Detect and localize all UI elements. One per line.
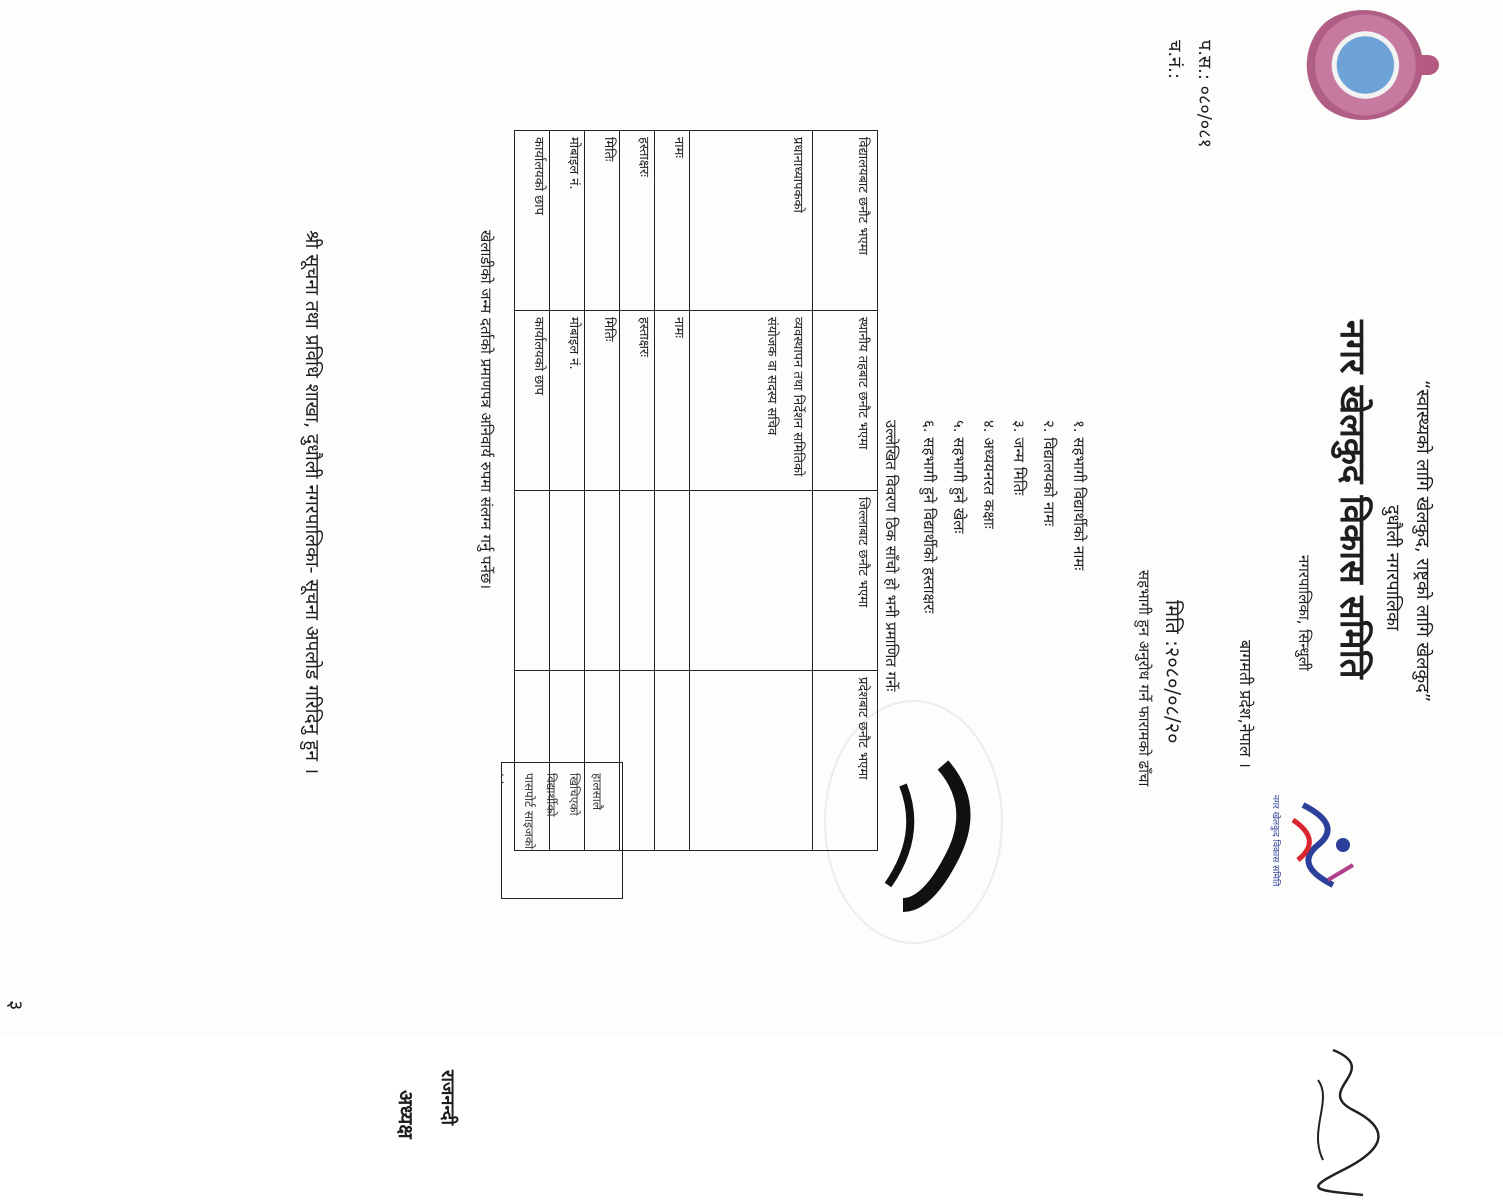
table-header-cell: जिल्लाबाट छनौट भएमा <box>813 491 878 671</box>
table-cell: नामः <box>655 311 690 491</box>
note: खेलाडीको जन्म दर्ताको प्रमाणपत्र अनिवार्य रुपमा संलग्न गर्नु पर्नेछ। <box>477 230 495 590</box>
page-number: ३ <box>4 1000 28 1011</box>
date: मिति :२०८०/०८/२० <box>1161 600 1185 744</box>
table-intro: उल्लेखित विवरण ठिक साँचो हो भनी प्रमाणित गर्नेः <box>882 420 900 692</box>
table-cell: कार्यालयको छाप <box>515 311 550 491</box>
table-cell <box>655 671 690 851</box>
table-cell <box>620 491 655 671</box>
table-cell <box>550 491 585 671</box>
cc-line: श्री सूचना तथा प्रविधि शाखा, दुधौली नगरपालिका- सूचना अपलोड गरिदिनु हुन । <box>301 230 323 775</box>
chalani-number: च.नं.: <box>1164 40 1185 79</box>
photo-box-line: विद्यार्थीको <box>544 773 559 817</box>
address: नगरपालिका, सिन्धुली <box>1295 555 1313 671</box>
table-header-cell: विद्यालयबाट छनौट भएमा <box>813 131 878 311</box>
table-header-cell: प्रदेशबाट छनौट भएमा <box>813 671 878 851</box>
table-row <box>585 131 620 851</box>
form-title: सहभागी हुन अनुरोध गर्ने फारामको ढाँचा <box>1135 570 1153 787</box>
table-cell: नामः <box>655 131 690 311</box>
field-student-signature: ६. सहभागी हुने विद्यार्थीको हस्ताक्षरः <box>920 420 938 614</box>
table-cell <box>585 671 620 851</box>
province: बागमती प्रदेश,नेपाल । <box>1236 640 1255 768</box>
table-row <box>655 131 690 851</box>
table-header-row <box>813 131 878 851</box>
table-cell <box>550 671 585 851</box>
slogan: “स्वास्थ्यको लागि खेलकुद, राष्ट्रको लागि खेलकुद” <box>1412 380 1433 703</box>
table-cell <box>690 491 813 671</box>
table-cell <box>690 671 813 851</box>
table-cell: मितिः <box>585 131 620 311</box>
photo-box-line: खिचिएको <box>567 773 582 816</box>
field-student-name: १. सहभागी विद्यार्थीको नामः <box>1070 420 1088 571</box>
photo-box-line: हालसालै <box>590 773 604 810</box>
photo-box-line: पासपोर्ट साइजको <box>521 773 536 850</box>
table-row <box>550 131 585 851</box>
table-row <box>690 131 813 851</box>
field-class: ४. अध्ययनरत कक्षाः <box>980 420 998 529</box>
stamp-mark <box>873 745 983 915</box>
field-birth-date: ३. जन्म मितिः <box>1010 420 1028 496</box>
signature-stamp: राजनन्दी <box>437 1070 458 1126</box>
table-cell <box>655 491 690 671</box>
table-cell <box>585 491 620 671</box>
table-row <box>515 131 550 851</box>
table-cell: मोबाइल नं. <box>550 131 585 311</box>
table-header-cell: स्थानीय तहबाट छनौट भएमा <box>813 311 878 491</box>
emblem-crest <box>1417 55 1439 75</box>
field-sport: ५. सहभागी हुने खेलः <box>950 420 968 534</box>
table-cell: मोबाइल नं. <box>550 311 585 491</box>
municipality-name: दुधौली नगरपालिका <box>1382 505 1403 631</box>
table-cell: प्रधानाध्यापकको <box>690 131 813 311</box>
table-cell: मितिः <box>585 311 620 491</box>
table-cell <box>515 491 550 671</box>
table-cell: व्यवस्थापन तथा निर्देशन समितिको संयोजक वा सदस्य सचिव <box>690 311 813 491</box>
table-cell <box>620 671 655 851</box>
table-cell: कार्यालयको छाप <box>515 131 550 311</box>
table-cell: हस्ताक्षरः <box>620 311 655 491</box>
table-row <box>620 131 655 851</box>
certification-table <box>514 130 878 851</box>
patra-sankhya: प.स.: ०८०/०८१ <box>1194 40 1215 148</box>
field-school-name: २. विद्यालयको नामः <box>1040 420 1058 527</box>
signature-scribble <box>1293 1040 1403 1200</box>
committee-title: नगर खेलकुद विकास समिति <box>1332 320 1372 679</box>
signatory-designation: अध्यक्ष <box>394 1090 418 1139</box>
svg-text:नगर खेलकुद विकास समिति: नगर खेलकुद विकास समिति <box>1270 795 1280 887</box>
table-cell <box>515 671 550 851</box>
photo-box-line: . . <box>498 773 513 785</box>
municipality-emblem <box>1303 10 1423 120</box>
sports-logo <box>1263 785 1373 905</box>
table-cell: हस्ताक्षरः <box>620 131 655 311</box>
